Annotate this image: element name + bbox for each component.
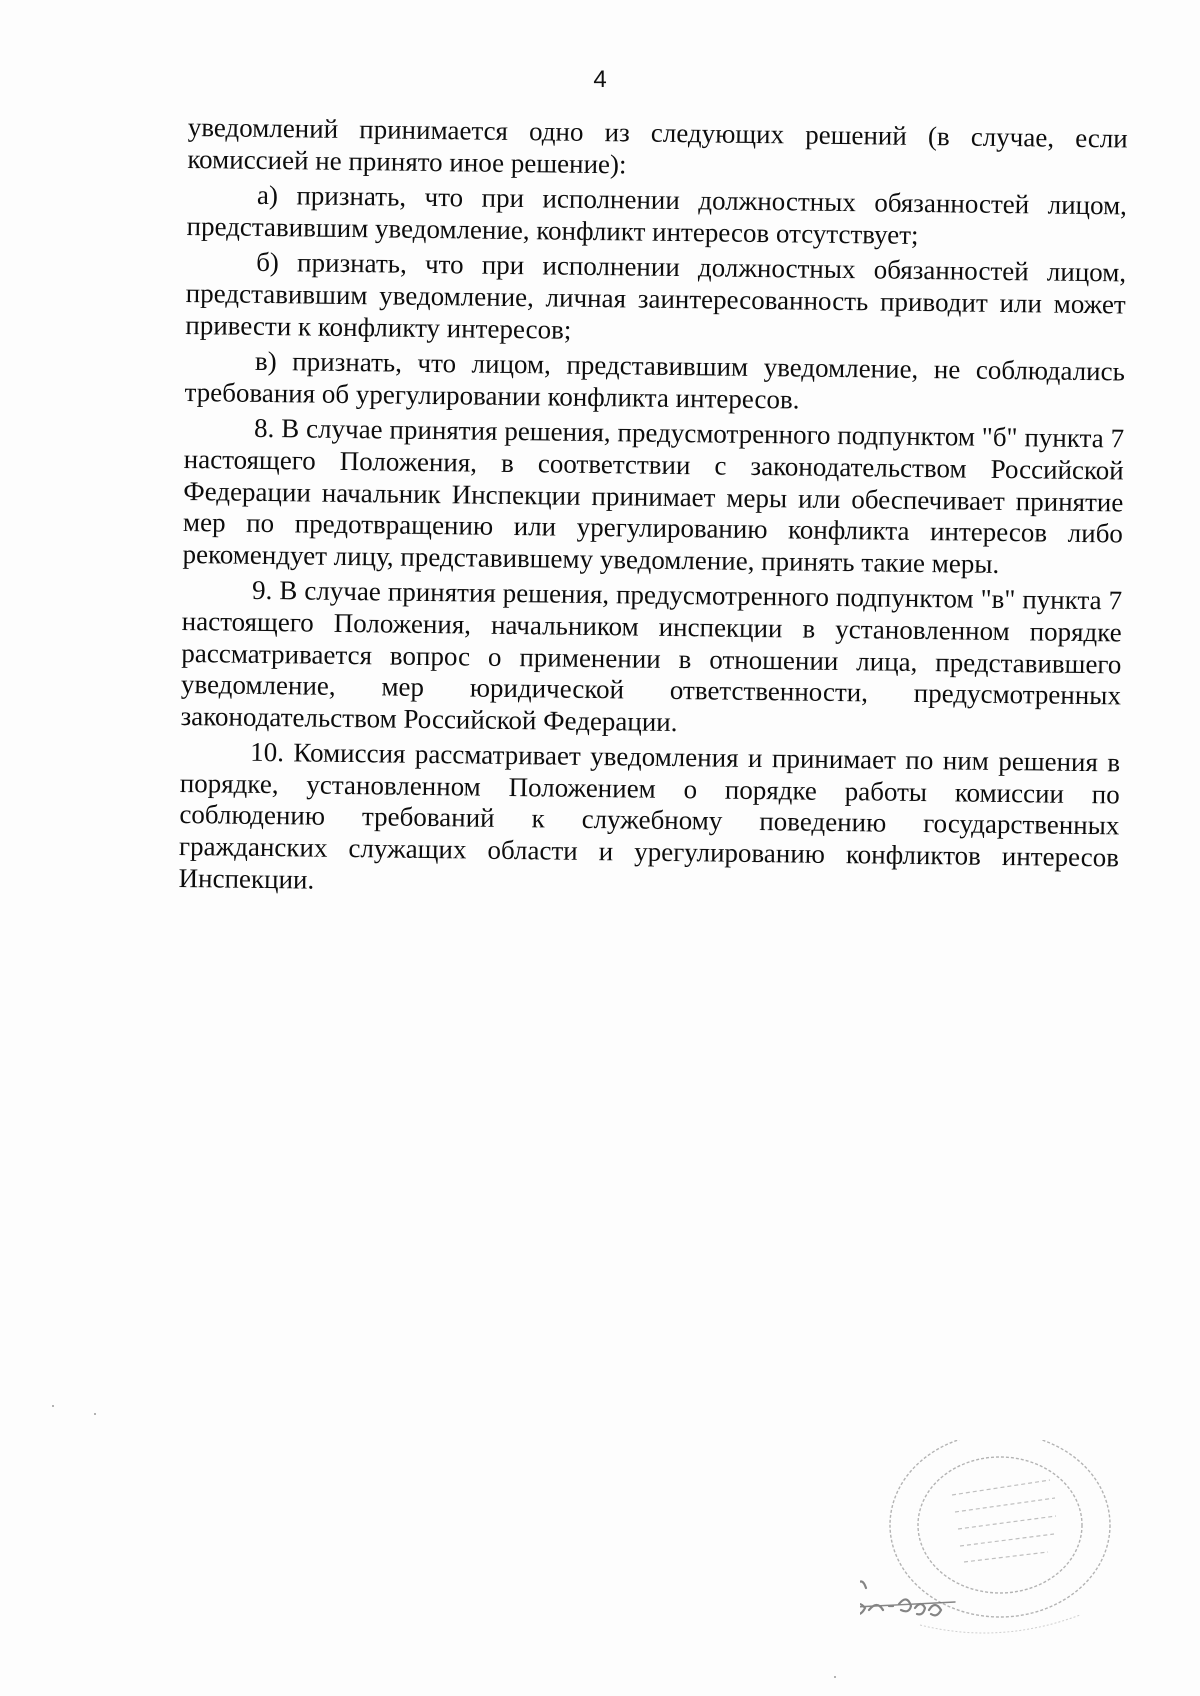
paragraph-option-b: б) признать, что при исполнении должностных обязанностей лицом, представившим уведомление, личная заинтересованность приводит или может привести к конфликту интересов;: [185, 247, 1127, 345]
scan-speck: [52, 1405, 54, 1407]
stamp-graphic: [860, 1440, 1120, 1650]
paragraph-option-a: а) признать, что при исполнении должностных обязанностей лицом, представившим уведомление, конфликт интересов отсутствует;: [186, 180, 1128, 250]
paragraph-item-8: 8. В случае принятия решения, предусмотренного подпунктом "б" пункта 7 настоящего Положения, в соответствии с законодательством Российской Федерации начальник Инспекции принимает меры или обеспечивает принятие мер по предотвращению или урегулированию конфликта интересов либо рекомендует лицу, представившему уведомление, принять такие меры.: [182, 413, 1125, 579]
scan-speck: [834, 1676, 836, 1678]
paragraph-item-9: 9. В случае принятия решения, предусмотренного подпунктом "в" пункта 7 настоящего Положения, начальником инспекции в установленном порядке рассматривается вопрос о применении в отношении лица, представившего уведомление, мер юридической ответственности, предусмотренных законодательством Российской Федерации.: [180, 575, 1123, 737]
paragraph-continuation: уведомлений принимается одно из следующих решений (в случае, если комиссией не принято иное решение):: [187, 112, 1128, 179]
paragraph-option-v: в) признать, что лицом, представившим уведомление, не соблюдались требования об урегулировании конфликта интересов.: [184, 345, 1126, 415]
page-number: 4: [593, 66, 607, 93]
scan-speck: [94, 1413, 96, 1415]
official-stamp: [860, 1440, 1120, 1650]
document-body: [178, 112, 1128, 910]
paragraph-item-10: 10. Комиссия рассматривает уведомления и принимает по ним решения в порядке, установленном Положением о порядке работы комиссии по соблюдению требований к служебному поведению государственных гражданских служащих области и урегулированию конфликтов интересов Инспекции.: [178, 737, 1121, 895]
